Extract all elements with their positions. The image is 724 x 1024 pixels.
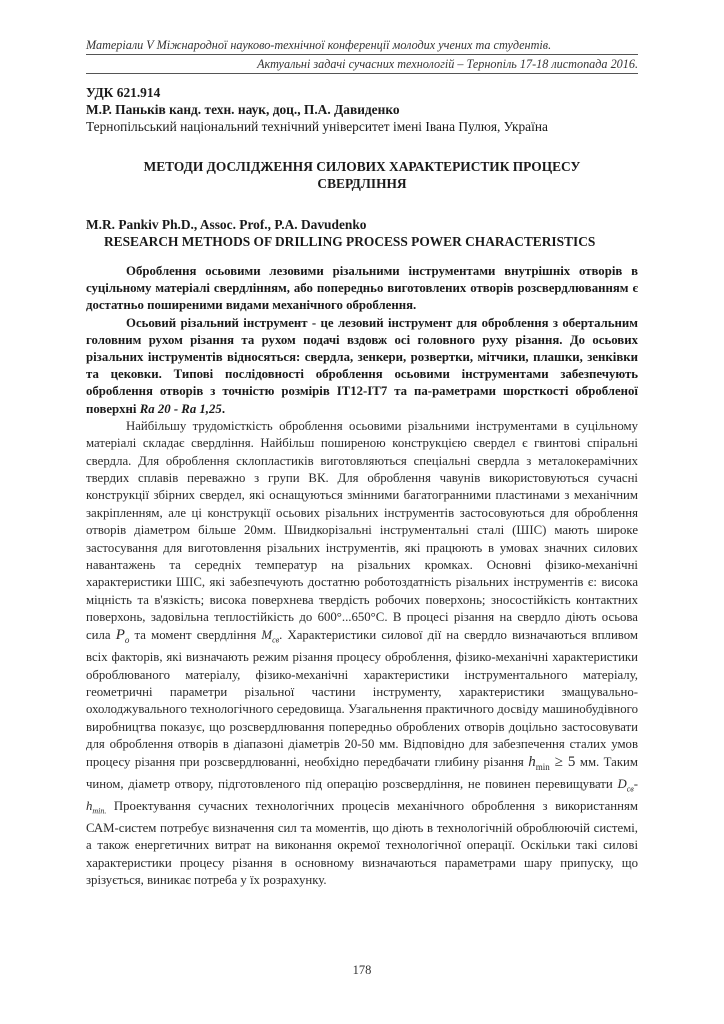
body-text	[86, 418, 638, 890]
body-seg-2: та момент свердління	[129, 627, 262, 642]
body-seg-4: мм. Таким чином, діаметр отвору, підготовленого під операцію розсвердління, не повинен перевищувати	[86, 754, 638, 791]
header-line-2: Актуальні задачі сучасних технологій – Тернопіль 17-18 листопада 2016.	[86, 55, 638, 74]
authors-en: M.R. Pankiv Ph.D., Assoc. Prof., P.A. Davudenko	[86, 217, 367, 232]
authors-ua: М.Р. Паньків канд. техн. наук, доц., П.А. Давиденко	[86, 102, 400, 117]
axial-force-symbol: $P_o$	[115, 626, 130, 645]
paper-page	[86, 36, 638, 889]
paper-title-en: RESEARCH METHODS OF DRILLING PROCESS POWER CHARACTERISTICS	[104, 234, 596, 249]
header-line-1: Матеріали V Міжнародної науково-технічної конференції молодих учених та студентів.	[86, 36, 638, 55]
paper-meta	[86, 84, 638, 135]
conference-header	[86, 36, 638, 74]
abstract-p2-end: .	[221, 401, 226, 416]
diameter-expression: $D_{св}-h_{min.}$	[86, 776, 638, 816]
body-seg-5: Проектування сучасних технологічних процесів механічного оброблення з використанням САМ-систем потребує визначення сил та моментів, що діють в технологічній оброблюючій системі, а також енергетичних витрат на виконання окремої технологічної операції. Оскільки такі силові характеристики процесу різання в основному визначаються параметрами шару припуску, що зрізується, виникає потреба у їх розрахунку.	[86, 798, 638, 888]
roughness-range: Ra 20 - Ra 1,25	[139, 401, 222, 416]
page-number: 178	[352, 963, 372, 977]
body-paragraph	[86, 418, 638, 890]
drilling-moment-symbol: $M_{св}$	[261, 627, 280, 645]
body-seg-3: . Характеристики силової дії на свердло визначаються впливом всіх факторів, які визначають режим різання процесу оброблення, фізико-механічні характеристики оброблюваного матеріалу, фізико-механічні характеристики інструментального матеріалу, геометричні параметри різальної частини інструменту, характеристики змащувально-охолоджувального технологічного середовища. Узагальнення практичного досвіду машинобудівного виробництва показує, що розсвердлювання попередньо оброблених отворів доцільно застосовувати для оброблення отворів в діапазоні діаметрів 20-50 мм. Відповідно для забезпечення сталих умов процесу різання при розсвердлюванні, необхідно передбачати глибину різання	[86, 627, 638, 769]
abstract-paragraph-1: Оброблення осьовими лезовими різальними інструментами внутрішніх отворів в суцільному матеріалі свердлінням, або попередньо виготовлених отворів розсвердлюванням є достатньо поширеними видами механічного оброблення.	[86, 264, 638, 313]
abstract	[86, 263, 638, 418]
cut-depth-formula: $h_{min} \ge 5$	[528, 753, 576, 772]
abstract-p2-text: Осьовий різальний інструмент - це лезовий інструмент для оброблення з обертальним головним рухом різання та рухом подачі вздовж осі головного руху різання. До осьових різальних інструментів відносяться: свердла, зенкери, розвертки, мітчики, плашки, зенківки та цековки. Типові послідовності оброблення осьовими інструментами забезпечують оброблення отворів з точністю розмірів ІТ12-ІТ7 та па-раметрами шорсткості обробленої поверхні	[86, 315, 638, 416]
affiliation: Тернопільський національний технічний університет імені Івана Пулюя, Україна	[86, 119, 548, 134]
paper-title-ua: МЕТОДИ ДОСЛІДЖЕННЯ СИЛОВИХ ХАРАКТЕРИСТИК ПРОЦЕСУ СВЕРДЛІННЯ	[143, 159, 581, 191]
udk-code: УДК 621.914	[86, 85, 161, 100]
abstract-paragraph-2	[86, 315, 638, 418]
body-seg-1: Найбільшу трудомісткість оброблення осьовими різальними інструментами в суцільному матеріалі складає свердління. Найбільш поширеною конструкцією свердел є гвинтові спіральні свердла. Для оброблення склопластиків виготовляються спеціальні свердла з металокерамічних твердих сплавів переважно з групи ВК. Для оброблення чавунів використовуються сучасні конструкції збірних свердел, які оснащуються змінними багатогранними пластинами з механічним закріпленням, але ці конструкції осьових різальних інструментів застосовуються для оброблення отворів діаметром більше 20мм. Швидкорізальні інструментальні сталі (ШІС) мають широке застосування для виготовлення різальних інструментів, які працюють в умовах значних силових навантажень та середніх температур на різальних кромках. Основні фізико-механічні характеристики ШІС, які забезпечують достатню роботоздатність різальних інструментів є: висока міцність та в'язкість; висока поверхнева твердість робочих поверхонь; зносостійкість контактних поверхонь, задовільна теплостійкість до 600°...650°С. В процесі різання на свердло діють осьова сила	[86, 418, 638, 642]
